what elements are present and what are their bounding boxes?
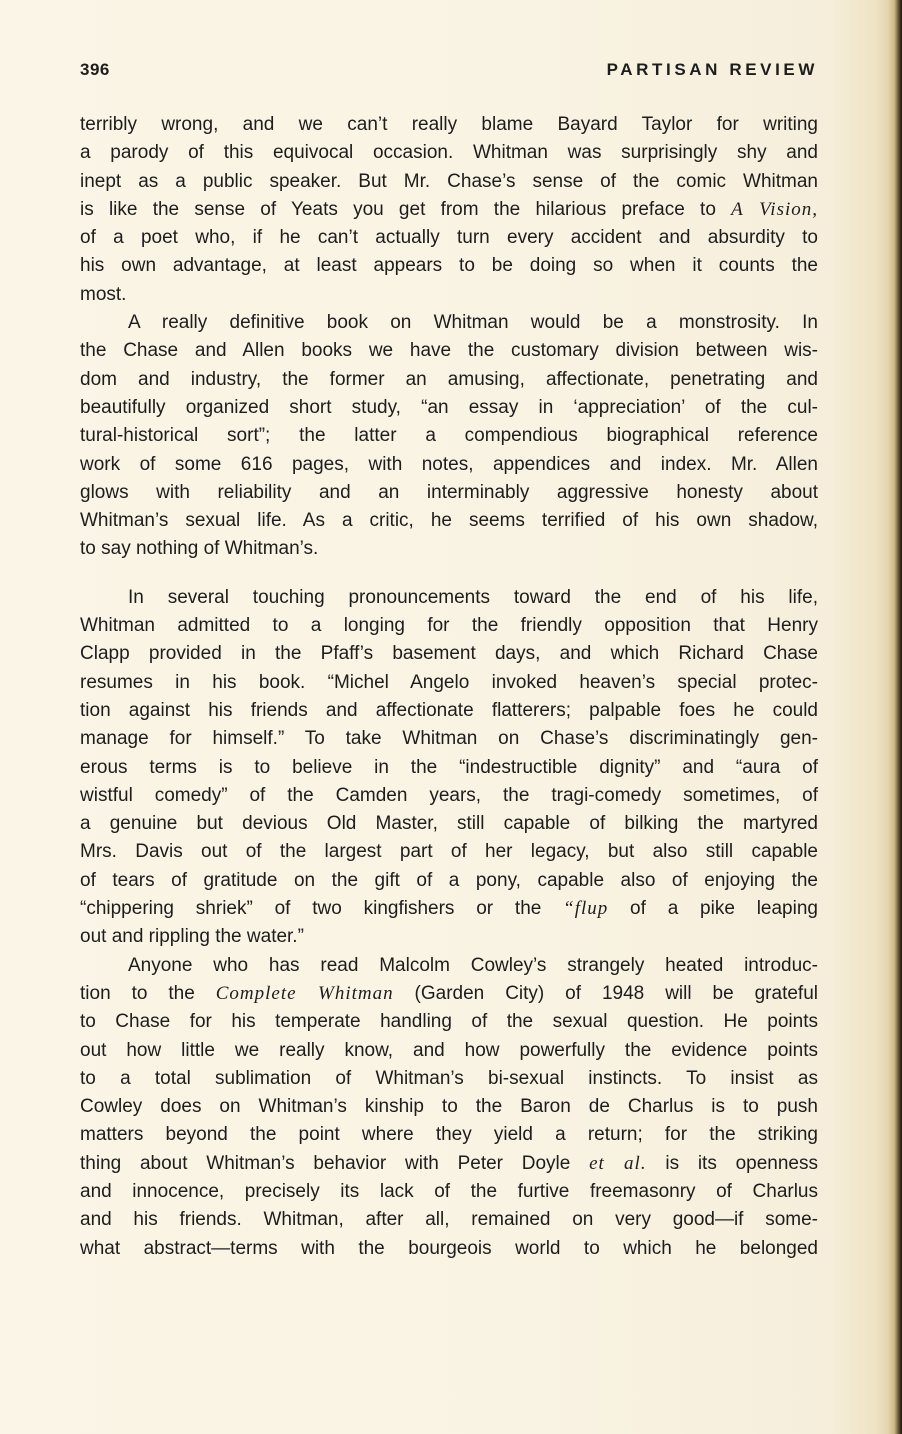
text-run: thing about Whitman’s behavior with Peter Doyle	[80, 1152, 590, 1174]
text-line: tion against his friends and affectionate flatterers; palpable foes he could	[80, 699, 818, 721]
text-line: to say nothing of Whitman’s.	[80, 538, 319, 560]
italic-phrase: et al.	[589, 1152, 647, 1174]
text-line: A really definitive book on Whitman would be a monstrosity. In	[128, 312, 818, 334]
text-line: glows with reliability and an interminably aggressive honesty about	[80, 481, 818, 503]
text-line: manage for himself.” To take Whitman on Chase’s discriminatingly gen-	[80, 728, 818, 750]
text-line	[80, 980, 818, 1008]
text-line: Whitman’s sexual life. As a critic, he seems terrified of his own shadow,	[80, 510, 818, 532]
text-run: of a pike leaping	[608, 898, 818, 920]
text-line: most.	[80, 283, 127, 305]
text-line: matters beyond the point where they yield a return; for the striking	[80, 1124, 818, 1146]
text-line	[80, 1150, 818, 1178]
running-head: PARTISAN REVIEW	[606, 60, 818, 79]
italic-word: “flup	[563, 898, 609, 920]
text-line: erous terms is to believe in the “indestructible dignity” and “aura of	[80, 756, 818, 778]
text-line: out and rippling the water.”	[80, 926, 304, 948]
text-line: of tears of gratitude on the gift of a pony, capable also of enjoying the	[80, 869, 818, 891]
text-line: terribly wrong, and we can’t really blame Bayard Taylor for writing	[80, 114, 818, 135]
paragraph-3	[80, 584, 818, 952]
text-line: what abstract—terms with the bourgeois world to which he belonged	[80, 1237, 818, 1259]
section-break	[80, 564, 818, 584]
paragraph-2	[80, 309, 818, 564]
italic-title: Complete Whitman	[215, 982, 394, 1004]
page-header	[80, 60, 818, 84]
text-line: to a total sublimation of Whitman’s bi-sexual instincts. To insist as	[80, 1067, 818, 1089]
text-line: Cowley does on Whitman’s kinship to the Baron de Charlus is to push	[80, 1096, 818, 1118]
text-line: of a poet who, if he can’t actually turn every accident and absurdity to	[80, 227, 818, 249]
text-line: Mrs. Davis out of the largest part of her legacy, but also still capable	[80, 841, 818, 863]
text-line	[80, 895, 818, 923]
text-line: wistful comedy” of the Camden years, the tragi-comedy sometimes, of	[80, 784, 818, 806]
text-run: “chippering shriek” of two kingfishers or the	[80, 898, 564, 920]
text-line: resumes in his book. “Michel Angelo invoked heaven’s special protec-	[80, 671, 818, 693]
text-line: his own advantage, at least appears to be doing so when it counts the	[80, 255, 818, 277]
book-spine-shadow	[888, 0, 902, 1434]
text-line: work of some 616 pages, with notes, appendices and index. Mr. Allen	[80, 453, 818, 475]
text-line	[80, 196, 818, 224]
text-run: is like the sense of Yeats you get from the hilarious preface to	[80, 198, 732, 220]
page-number: 396	[80, 60, 110, 79]
text-line: Anyone who has read Malcolm Cowley’s strangely heated introduc-	[128, 954, 818, 976]
text-line: beautifully organized short study, “an essay in ‘appreciation’ of the cul-	[80, 396, 818, 418]
text-line: Clapp provided in the Pfaff’s basement days, and which Richard Chase	[80, 643, 818, 665]
text-line: to Chase for his temperate handling of the sexual question. He points	[80, 1011, 818, 1033]
text-line: and his friends. Whitman, after all, remained on very good—if some-	[80, 1209, 818, 1231]
text-line: out how little we really know, and how powerfully the evidence points	[80, 1039, 818, 1061]
paragraph-4	[80, 952, 818, 1263]
text-line: inept as a public speaker. But Mr. Chase’s sense of the comic Whitman	[80, 170, 818, 192]
text-line: In several touching pronouncements toward the end of his life,	[128, 586, 818, 608]
text-line: Whitman admitted to a longing for the friendly opposition that Henry	[80, 615, 818, 637]
text-line: and innocence, precisely its lack of the furtive freemasonry of Charlus	[80, 1180, 818, 1202]
text-line: tural-historical sort”; the latter a compendious biographical reference	[80, 425, 818, 447]
italic-title: A Vision,	[731, 198, 818, 220]
text-line: a parody of this equivocal occasion. Whitman was surprisingly shy and	[80, 142, 818, 164]
body-text	[80, 111, 818, 1263]
text-line: the Chase and Allen books we have the customary division between wis-	[80, 340, 818, 362]
text-run: (Garden City) of 1948 will be grateful	[393, 982, 818, 1004]
text-line: dom and industry, the former an amusing, affectionate, penetrating and	[80, 368, 818, 390]
paragraph-1	[80, 111, 818, 309]
text-run: tion to the	[80, 982, 216, 1004]
text-run: is its openness	[646, 1152, 818, 1174]
text-line: a genuine but devious Old Master, still capable of bilking the martyred	[80, 813, 818, 835]
